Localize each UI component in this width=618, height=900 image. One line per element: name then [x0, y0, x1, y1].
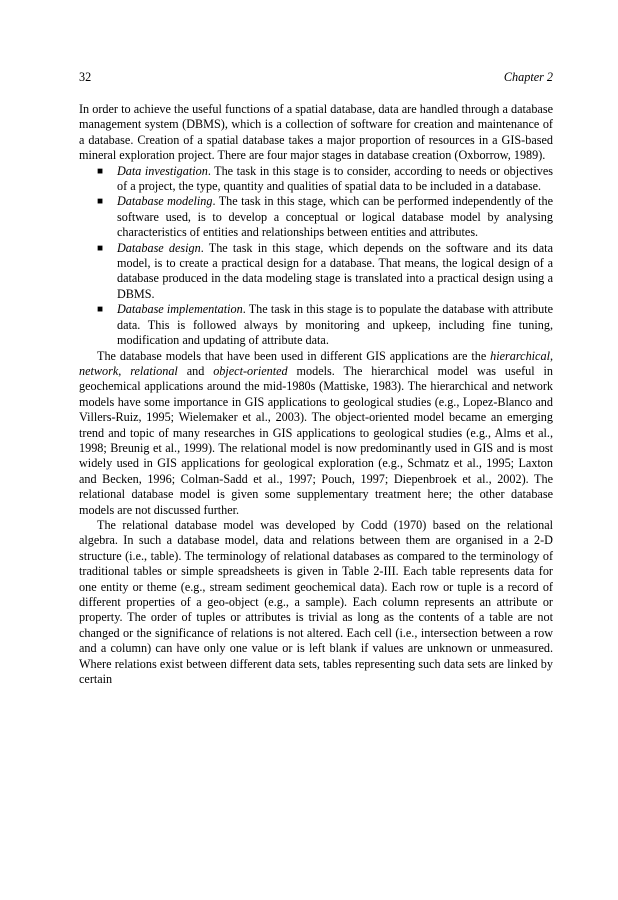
text-run: ,: [118, 363, 131, 378]
chapter-label: Chapter 2: [503, 70, 553, 84]
database-models-paragraph: [79, 349, 553, 518]
model-term-object-oriented: object-oriented: [213, 363, 288, 378]
list-item: [97, 240, 553, 303]
stage-description: . The task in this stage, which can be performed independently of the software used, is to develop a conceptual or logical database model by analysing characteristics of entities and relationships between entities and attributes.: [117, 194, 553, 240]
text-run: The database models that have been used in different GIS applications are the: [97, 348, 491, 363]
page-number: 32: [79, 70, 92, 84]
model-term-network: network: [79, 363, 119, 378]
list-item: [97, 194, 553, 240]
stage-term: Database design: [117, 240, 201, 255]
bullet-icon: ■: [97, 165, 104, 177]
list-item: [97, 302, 553, 348]
stage-term: Database modeling: [117, 194, 213, 209]
text-run: and: [177, 363, 214, 378]
relational-model-paragraph: The relational database model was developed by Codd (1970) based on the relational algebra. In such a database model, data and relations between them are organised in a 2-D structure (i.e., table). The terminology of relational databases as compared to the terminology of traditional tables or simple spreadsheets is given in Table 2-III. Each table represents data for one entity or theme (e.g., stream sediment geochemical data). Each row or tuple is a record of different properties of a geo-object (e.g., a sample). Each column represents an attribute or property. The order of tuples or attributes is trivial as long as the contents of a table are not changed or the significance of relations is not altered. Each cell (i.e., intersection between a row and a column) can have only one value or is left blank if values are unknown or unmeasured. Where relations exist between different data sets, tables representing such data sets are linked by certain: [79, 517, 553, 687]
stage-term: Data investigation: [117, 163, 208, 178]
stage-description: . The task in this stage is to consider, according to needs or objectives of a project, the type, quantity and qualities of spatial data to be included in a database.: [117, 163, 553, 194]
bullet-icon: ■: [97, 242, 104, 254]
stage-description: . The task in this stage, which depends on the software and its data model, is to create a practical design for a database. That means, the logical design of a database produced in the data modeling stage is translated into a practical design using a DBMS.: [117, 240, 553, 301]
bullet-icon: ■: [97, 304, 104, 316]
model-term-relational: relational: [130, 363, 178, 378]
stage-description: . The task in this stage is to populate the database with attribute data. This is followed always by monitoring and upkeep, including fine tuning, modification and updating of attribute data.: [117, 302, 553, 348]
list-item: [97, 163, 553, 195]
text-run: ,: [549, 348, 553, 363]
page-header: [79, 70, 553, 86]
stage-term: Database implementation: [117, 302, 243, 317]
bullet-icon: ■: [97, 196, 104, 208]
intro-paragraph: In order to achieve the useful functions of a spatial database, data are handled through a database management system (DBMS), which is a collection of software for creation and maintenance of a database. Creation of a spatial database takes a major proportion of resources in a GIS-based mineral exploration project. There are four major stages in database creation (Oxborrow, 1989).: [79, 102, 553, 163]
text-run: models. The hierarchical model was useful in geochemical applications around the mid-1980s (Mattiske, 1983). The hierarchical and network models have some importance in GIS applications to geological studies (e.g., Lopez-Blanco and Villers-Ruiz, 1995; Wielemaker et al., 2003). The object-oriented model became an emerging trend and topic of many researches in GIS applications to geological studies (e.g., Alms et al., 1998; Breunig et al., 1999). The relational model is now predominantly used in GIS and is most widely used in GIS applications for geological exploration (e.g., Schmatz et al., 1995; Laxton and Becken, 1996; Colman-Sadd et al., 1997; Pouch, 1997; Diepenbroek et al., 2002). The relational database model is given some supplementary treatment here; the other database models are not discussed further.: [79, 363, 554, 517]
model-term-hierarchical: hierarchical: [490, 348, 550, 363]
stages-list: [79, 164, 553, 349]
body-text: [79, 102, 553, 687]
